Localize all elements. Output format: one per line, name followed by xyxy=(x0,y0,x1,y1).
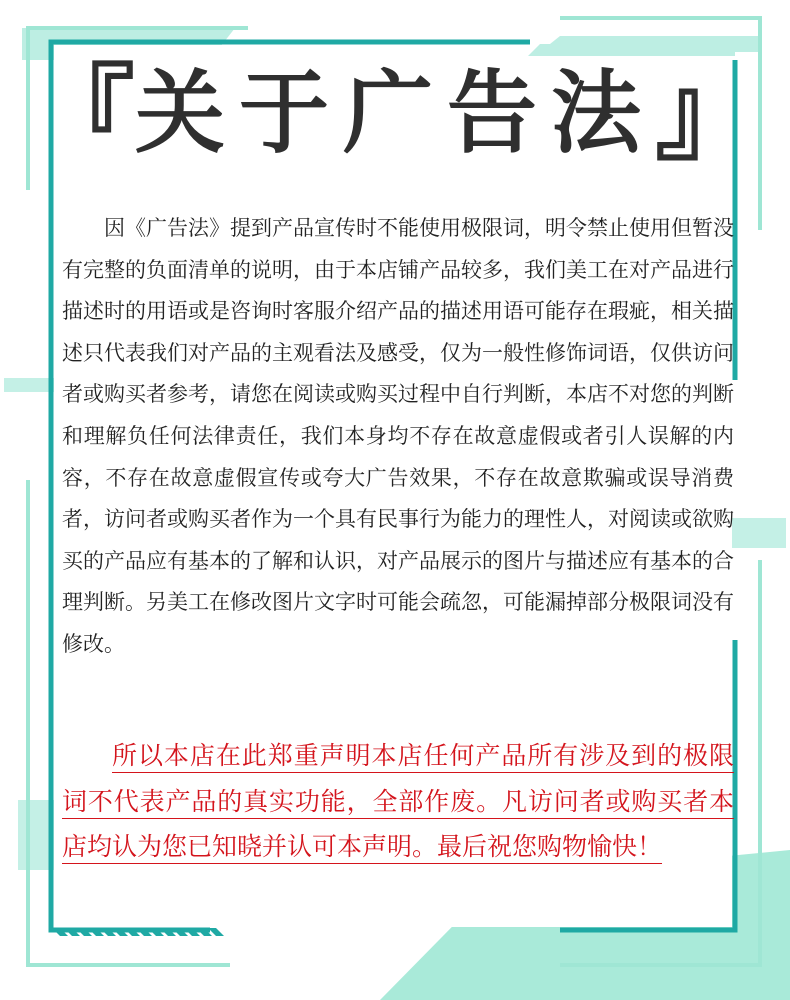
red-notice-paragraph: 所以本店在此郑重声明本店任何产品所有涉及到的极限词不代表产品的真实功能，全部作废。凡访问者或购买者本店均认为您已知晓并认可本声明。最后祝您购物愉快！ xyxy=(62,741,734,861)
decor-shape-left-bottom xyxy=(18,800,60,870)
title-text: 关于广告法 xyxy=(135,60,655,166)
title-open-bracket: 『 xyxy=(30,52,135,175)
title-close-bracket: 』 xyxy=(655,52,760,175)
body-paragraph: 因《广告法》提到产品宣传时不能使用极限词，明令禁止使用但暂没有完整的负面清单的说明，由于本店铺产品较多，我们美工在对产品进行描述时的用语或是咨询时客服介绍产品的描述用语可能存在瑕疵，相关描述只代表我们对产品的主观看法及感受，仅为一般性修饰词语，仅供访问者或购买者参考，请您在阅读或购买过程中自行判断，本店不对您的判断和理解负任何法律责任，我们本身均不存在故意虚假或者引人误解的内容，不存在故意虚假宣传或夸大广告效果，不存在故意欺骗或误导消费者，访问者或购买者作为一个具有民事行为能力的理性人，对阅读或欲购买的产品应有基本的了解和认识，对产品展示的图片与描述应有基本的合理判断。另美工在修改图片文字时可能会疏忽，可能漏掉部分极限词没有修改。 xyxy=(62,216,734,656)
page-title xyxy=(0,52,790,175)
